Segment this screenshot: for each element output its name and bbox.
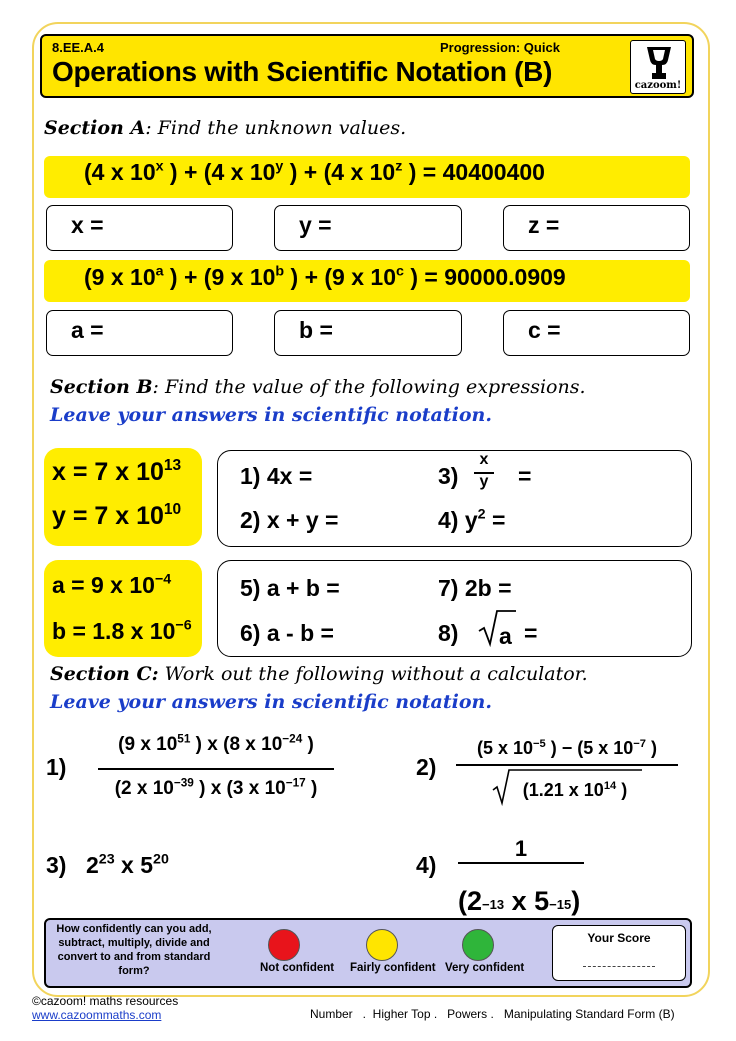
question-5: 5) a + b = [240,575,340,601]
given-a: a = 9 x $10^{-4}$ [52,571,172,598]
footer-copyright: ©cazoom! maths resources [32,994,179,1008]
score-box[interactable] [552,925,686,981]
answer-box-y[interactable]: y = [274,205,462,251]
given-values-xy [44,448,202,546]
not-confident-label: Not confident [260,962,335,974]
answer-box-x[interactable]: x = [46,205,233,251]
given-x: x = 7 x $10^{13}$ [52,456,182,486]
equation-1: (4 x 10$^x$ ) + (4 x 10$^y$ ) + (4 x 10$^z$ ) = 40400400 [84,158,545,185]
section-b-instruction: Leave your answers in scientific notation. [50,404,492,426]
c4-denominator: (2−13 x 5−15) [458,886,581,916]
section-c-instruction: Leave your answers in scientific notation. [50,691,492,713]
answer-box-z[interactable]: z = [503,205,690,251]
score-label: Your Score [587,931,651,945]
confidence-panel [44,918,692,988]
question-8-radicand: a [499,623,512,649]
very-confident-indicator[interactable] [462,929,494,961]
score-line [583,966,655,967]
question-3-denominator: y [479,473,489,490]
c4-fraction-bar [458,862,584,864]
question-3-equals: = [518,463,532,489]
answer-box-a[interactable]: a = [46,310,233,356]
not-confident-indicator[interactable] [268,929,300,961]
logo-text: cazoom! [634,80,682,91]
c2-fraction-bar [456,764,678,766]
question-2: 2) x + y = [240,507,339,533]
c4-numerator: 1 [514,836,528,861]
c2-denominator: (1.21 x $10^{14}$ ) [522,779,628,800]
answer-box-b[interactable]: b = [274,310,462,356]
c1-number: 1) [46,754,67,780]
c1-fraction-bar [98,768,334,770]
equation-2: (9 x 10$^a$ ) + (9 x 10$^b$ ) + (9 x 10$^c$ ) = 90000.0909 [84,263,566,290]
question-8-number: 8) [438,620,459,646]
page-title: Operations with Scientific Notation (B) [52,56,553,87]
c2-number: 2) [416,754,437,780]
given-values-ab [44,560,202,657]
question-4: 4) $y^2$ = [438,506,506,533]
question-3-number: 3) [438,463,459,489]
fairly-confident-label: Fairly confident [350,962,436,974]
section-c-heading: Section C: Work out the following without a calculator. [50,663,588,685]
question-6: 6) a - b = [240,620,334,646]
standard-code: 8.EE.A.4 [52,40,105,55]
section-a-heading: Section A: Find the unknown values. [44,117,407,139]
question-8-equals: = [524,620,538,646]
c2-numerator: (5 x $10^{-5}$ ) − (5 x $10^{-7}$ ) [476,737,658,758]
answer-box-c[interactable]: c = [503,310,690,356]
c1-denominator: (2 x $10^{-39}$ ) x (3 x $10^{-17}$ ) [114,776,318,799]
question-1: 1) 4x = [240,463,313,489]
questions-5-8 [217,560,692,657]
c4-number: 4) [416,852,437,878]
questions-1-4 [217,450,692,547]
c1-numerator: (9 x $10^{51}$ ) x (8 x $10^{-24}$ ) [118,732,314,755]
square-root-icon [478,607,518,647]
confidence-question: How confidently can you add, subtract, multiply, divide and convert to and from standard form? [56,923,212,977]
question-3-numerator: x [479,451,489,468]
worksheet-header [40,34,694,98]
footer-link[interactable]: www.cazoommaths.com [32,1008,162,1022]
c3-number: 3) [46,852,67,878]
c3-expression: $2^{23}$ x $5^{20}$ [86,851,169,878]
cazoom-logo [630,40,686,94]
section-b-heading: Section B: Find the value of the following expressions. [50,376,586,398]
footer-tags: Number . Higher Top . Powers . Manipulating Standard Form (B) [310,1007,675,1021]
given-y: y = 7 x $10^{10}$ [52,500,182,530]
question-7: 7) 2b = [438,575,512,601]
given-b: b = 1.8 x $10^{-6}$ [52,617,192,644]
trophy-icon [645,46,673,80]
progression-label: Progression: Quick [440,40,560,55]
very-confident-label: Very confident [445,962,525,974]
fairly-confident-indicator[interactable] [366,929,398,961]
